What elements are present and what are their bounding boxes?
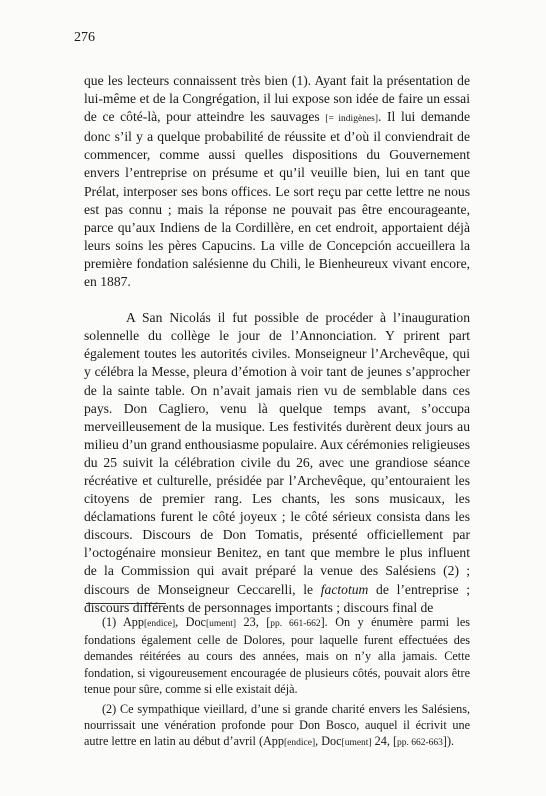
- footnote-divider: [86, 603, 166, 604]
- footnote-1-text-a: (1) App: [102, 615, 144, 629]
- paragraph-2-part-2: de l’entreprise ; discours différents de personnages importants ; discours final de: [84, 581, 470, 615]
- main-text: [84, 72, 470, 617]
- paragraph-1: [84, 72, 470, 291]
- footnote-2: [84, 701, 470, 752]
- footnote-1-text-d: ]. On y énumère parmi les fondations également celle de Dolores, pour laquelle furent effectuées des demandes réitérées au cours des années, mais on n’y alla jamais. Cette fondation, si vigoureusement encouragée de plusieurs côtés, pouvait alors être tenue pour sûre, comme si elle existait déjà.: [84, 615, 470, 696]
- footnote-1-text-c: 23, [: [236, 615, 271, 629]
- paragraph-2-part-1: A San Nicolás il fut possible de procéder à l’inauguration solennelle du collège le jour de l’Annonciation. Y prirent part également toutes les autorités civiles. Monseigneur l’Archevêque, qui y célébra la Messe, pleura d’émotion à voir tant de jeunes s’approcher de la sainte table. On n’avait jamais rien vu de semblable dans ces pays. Don Cagliero, venu là quelque temps avant, s’occupa merveilleusement de la musique. Les festivités durèrent deux jours au milieu d’un grand enthousiasme populaire. Aux cérémonies religieuses du 25 suivit la célébration civile du 26, avec une grandiose séance récréative et culturelle, présidée par l’Archevêque, qu’entouraient les citoyens de premier rang. Les chants, les sons musicaux, les déclamations furent le côté joyeux ; le côté sérieux consista dans les discours. Discours de Don Tomatis, présenté officiellement par l’octogénaire monsieur Benitez, en tant que membre le plus influent de la Commission qui avait préparé la venue des Salésiens (2) ; discours de Monseigneur Ceccarelli, le: [84, 310, 470, 597]
- paragraph-1-part-2: . Il lui demande donc s’il y a quelque probabilité de réussite et d’où il conviendrait de commencer, comme aussi quelles dispositions du Gouvernement envers l’entreprise on présume et qu’il veuille bien, lui en tant que Prélat, interposer ses bons offices. Le sort reçu par cette lettre ne nous est pas connu ; mais la réponse ne pouvait pas être encourageante, parce qu’aux Indiens de la Cordillère, en cet endroit, apportaient déjà leurs soins les pères Capucins. La ville de Concepción accueillera la première fondation salésienne du Chili, le Bienheureux vivant encore, en 1887.: [84, 109, 470, 290]
- footnote-2-abbr-a: [endice]: [284, 738, 316, 749]
- footnote-2-text-b: , Doc: [315, 734, 342, 749]
- footnotes: [84, 614, 470, 756]
- footnote-2-abbr-b: [ument]: [341, 738, 372, 749]
- paragraph-2: [84, 309, 470, 617]
- footnote-1-abbr-b: [ument]: [205, 619, 237, 629]
- paragraph-1-part-1: que les lecteurs connaissent très bien (1). Ayant fait la présentation de lui-même et de la Congrégation, il lui expose son idée de faire un essai de ce côté-là, pour atteindre les sauvages: [84, 73, 470, 125]
- footnote-2-text-a: (2) Ce sympathique vieillard, d’une si grande charité envers les Salésiens, nourrissait une vénération profonde pour Don Bosco, auquel il écrivit une autre lettre en latin au début d’avril (App: [84, 702, 470, 749]
- italic-term: factotum: [320, 581, 369, 597]
- page-number: 276: [74, 30, 95, 45]
- footnote-1-abbr-a: [endice]: [144, 619, 176, 629]
- footnote-2-pages: pp. 662-663: [397, 738, 443, 749]
- footnote-2-text-d: ]).: [442, 734, 455, 749]
- footnote-1: [84, 614, 470, 697]
- footnote-1-pages: pp. 661-662: [270, 619, 321, 629]
- footnote-1-text-b: , Doc: [175, 615, 206, 629]
- editorial-insert: [= indigènes]: [325, 114, 378, 125]
- footnote-2-text-c: 24, [: [371, 734, 397, 749]
